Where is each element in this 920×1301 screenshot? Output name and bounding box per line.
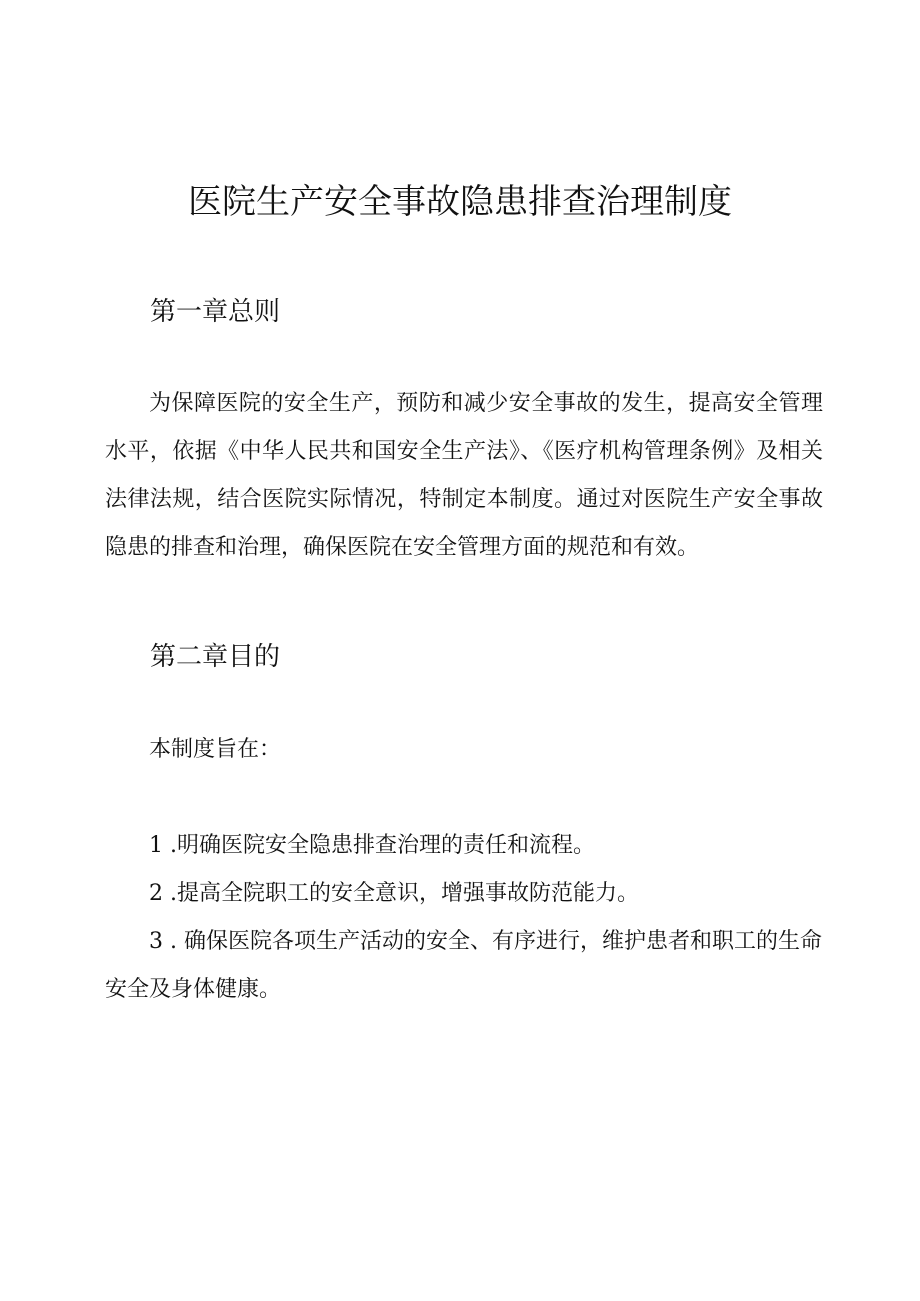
chapter-2-heading: 第二章目的 [150, 642, 281, 672]
list-item: 1 .明确医院安全隐患排查治理的责任和流程。 [149, 833, 595, 858]
purpose-list [105, 822, 823, 1014]
chapter-1-paragraph: 为保障医院的安全生产，预防和减少安全事故的发生，提高安全管理水平，依据《中华人民共和国安全生产法》、《医疗机构管理条例》及相关法律法规，结合医院实际情况，特制定本制度。通过对医院生产安全事故隐患的排查和治理，确保医院在安全管理方面的规范和有效。 [105, 391, 823, 560]
list-item: 2 .提高全院职工的安全意识，增强事故防范能力。 [149, 881, 639, 906]
chapter-2-lead: 本制度旨在： [149, 737, 282, 762]
list-item: 3 . 确保医院各项生产活动的安全、有序进行，维护患者和职工的生命安全及身体健康。 [105, 929, 822, 1002]
document-title: 医院生产安全事故隐患排查治理制度 [188, 182, 732, 222]
chapter-1-heading: 第一章总则 [150, 297, 281, 327]
